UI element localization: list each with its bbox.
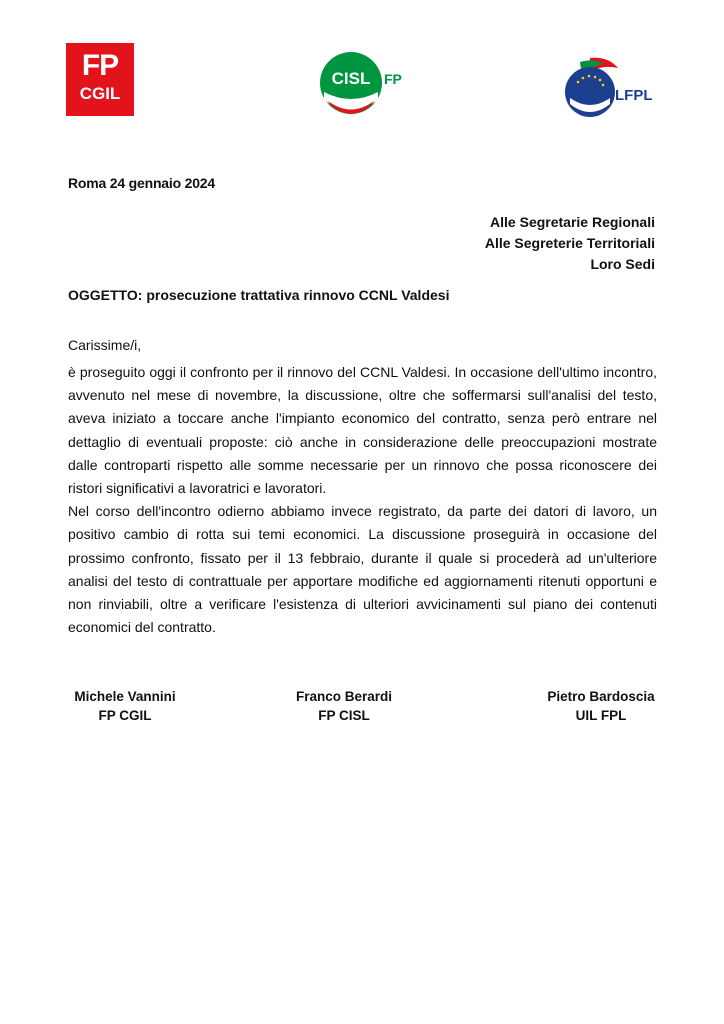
letter-body bbox=[68, 361, 657, 639]
body-paragraph: è proseguito oggi il confronto per il rinnovo del CCNL Valdesi. In occasione dell'ultimo incontro, avvenuto nel mese di novembre, la discussione, oltre che soffermarsi sull'analisi del testo, aveva iniziato a toccare anche l'impianto economico del contratto, senza però entrare nel dettaglio di eventuali proposte: ciò anche in considerazione delle preoccupazioni mostrate dalle controparti rispetto alle somme necessarie per un rinnovo che possa riconoscere dei ristori significativi a lavoratrici e lavoratori. bbox=[68, 364, 657, 497]
signatory-org: FP CISL bbox=[318, 708, 370, 723]
cisl-fp-logo bbox=[318, 48, 414, 118]
fp-cgil-logo-line1: FP bbox=[81, 49, 119, 82]
signatory-org: FP CGIL bbox=[98, 708, 152, 723]
signatory-org: UIL FPL bbox=[575, 708, 627, 723]
subject-text: prosecuzione trattativa rinnovo CCNL Valdesi bbox=[146, 287, 450, 303]
signature-block bbox=[284, 687, 404, 725]
body-paragraph: Nel corso dell'incontro odierno abbiamo invece registrato, da parte dei datori di lavoro, un positivo cambio di rotta sui temi economici. La discussione proseguirà in occasione del prossimo confronto, fissato per il 13 febbraio, durante il quale si procederà ad un'ulteriore analisi del testo di contrattuale per apportare modifiche ed aggiornamenti ritenuti opportuni e non rinviabili, oltre a verificare l'esistenza di ulteriori avvicinamenti sul piano dei contenuti economici del contratto. bbox=[68, 503, 657, 636]
recipient-line: Alle Segretarie Regionali bbox=[490, 214, 655, 230]
signature-block bbox=[536, 687, 666, 725]
uil-fpl-logo bbox=[560, 52, 660, 122]
signatory-name: Michele Vannini bbox=[74, 689, 176, 704]
signature-block bbox=[60, 687, 190, 725]
signatory-name: Pietro Bardoscia bbox=[547, 689, 655, 704]
recipient-line: Loro Sedi bbox=[590, 256, 655, 272]
signatory-name: Franco Berardi bbox=[295, 689, 393, 704]
recipient-line: Alle Segreterie Territoriali bbox=[484, 235, 655, 251]
uil-logo-text: UILFPL bbox=[600, 87, 653, 104]
uil-fpl-logo-graphic bbox=[560, 52, 660, 122]
subject-line bbox=[68, 287, 449, 303]
fp-cgil-logo bbox=[66, 43, 134, 116]
cisl-fp-logo-graphic bbox=[318, 48, 414, 118]
subject-label: OGGETTO: bbox=[68, 287, 143, 303]
cisl-logo-text: CISL bbox=[331, 69, 371, 88]
greeting: Carissime/i, bbox=[68, 337, 142, 353]
fp-cgil-logo-line2: CGIL bbox=[79, 84, 121, 103]
letter-date: Roma 24 gennaio 2024 bbox=[68, 175, 215, 191]
cisl-logo-fp-text: FP bbox=[384, 71, 402, 87]
recipients-block bbox=[485, 212, 655, 275]
